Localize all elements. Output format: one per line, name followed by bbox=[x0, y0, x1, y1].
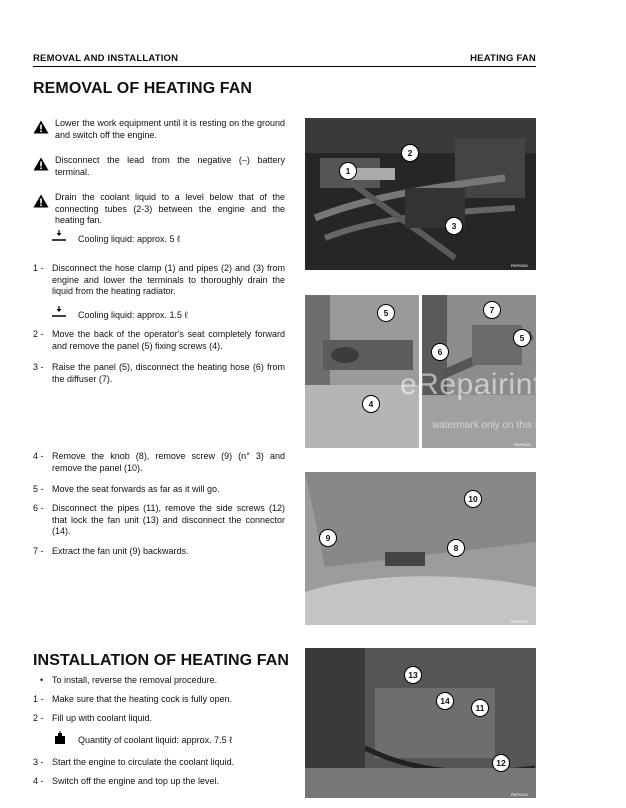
step-number: 7 - bbox=[33, 546, 44, 556]
install-step-4: Switch off the engine and top up the level. bbox=[52, 776, 219, 786]
callout: 4 bbox=[362, 395, 380, 413]
step-text-6: Disconnect the pipes (11), remove the side screws (12) that lock the fan unit (13) and disconnect the connector (14). bbox=[52, 503, 285, 537]
callout: 14 bbox=[436, 692, 454, 710]
step-text-2: Move the back of the operator's seat completely forward and remove the panel (5) fixing screws (4). bbox=[52, 329, 285, 351]
callout: 7 bbox=[483, 301, 501, 319]
callout: 11 bbox=[471, 699, 489, 717]
header-topic: HEATING FAN bbox=[470, 53, 536, 64]
step-number: 4 - bbox=[33, 776, 44, 786]
callout: 9 bbox=[319, 529, 337, 547]
step-text-7: Extract the fan unit (9) backwards. bbox=[52, 546, 189, 556]
step-number: 4 - bbox=[33, 451, 44, 461]
knob-panel-art bbox=[305, 472, 536, 625]
photo-code: RKP0021 bbox=[514, 442, 532, 447]
removal-title: REMOVAL OF HEATING FAN bbox=[33, 80, 253, 97]
warning-icon bbox=[33, 120, 49, 134]
page-header bbox=[33, 50, 536, 67]
step-number: 1 - bbox=[33, 694, 44, 704]
warning-text-2: Disconnect the lead from the negative (–) battery terminal. bbox=[55, 155, 285, 177]
cooling-liquid-1: Cooling liquid: approx. 5 ℓ bbox=[78, 234, 180, 244]
callout: 5 bbox=[377, 304, 395, 322]
photo-code: RKP0001 bbox=[511, 263, 529, 268]
warning-icon bbox=[33, 157, 49, 171]
callout: 2 bbox=[401, 144, 419, 162]
photo-code: RKP0041 bbox=[511, 792, 529, 797]
step-number: 3 - bbox=[33, 362, 44, 372]
watermark-sub: watermark only on this sample bbox=[432, 420, 568, 431]
photo-code: RKP0031 bbox=[511, 619, 529, 624]
callout: 12 bbox=[492, 754, 510, 772]
engine-photo-art bbox=[305, 118, 536, 270]
step-number: 5 - bbox=[33, 484, 44, 494]
fill-icon bbox=[52, 731, 68, 745]
step-number: 2 - bbox=[33, 713, 44, 723]
callout: 10 bbox=[464, 490, 482, 508]
install-step-3: Start the engine to circulate the coolant liquid. bbox=[52, 757, 235, 767]
callout: 3 bbox=[445, 217, 463, 235]
step-number: 1 - bbox=[33, 263, 44, 273]
callout: 1 bbox=[339, 162, 357, 180]
header-section: REMOVAL AND INSTALLATION bbox=[33, 53, 179, 64]
fan-unit-photo bbox=[305, 648, 536, 798]
callout: 5 bbox=[513, 329, 531, 347]
callout: 13 bbox=[404, 666, 422, 684]
engine-photo bbox=[305, 118, 536, 270]
knob-panel-photo bbox=[305, 472, 536, 625]
callout: 6 bbox=[431, 343, 449, 361]
step-number: 6 - bbox=[33, 503, 44, 513]
installation-title: INSTALLATION OF HEATING FAN bbox=[33, 652, 290, 669]
callout: 8 bbox=[447, 539, 465, 557]
step-text-1: Disconnect the hose clamp (1) and pipes (2) and (3) from engine and lower the terminals to thoroughly drain the liquid from the heating radiator. bbox=[52, 263, 285, 297]
step-number: 2 - bbox=[33, 329, 44, 339]
watermark: eRepairinfo.com bbox=[400, 368, 626, 401]
step-number: 3 - bbox=[33, 757, 44, 767]
drain-icon bbox=[52, 230, 66, 242]
install-step-1: Make sure that the heating cock is fully open. bbox=[52, 694, 233, 704]
bullet: • bbox=[40, 675, 44, 685]
step-text-4: Remove the knob (8), remove screw (9) (n° 3) and remove the panel (10). bbox=[52, 451, 285, 473]
install-step-2: Fill up with coolant liquid. bbox=[52, 713, 153, 723]
drain-icon bbox=[52, 306, 66, 318]
warning-text-1: Lower the work equipment until it is resting on the ground and switch off the engine. bbox=[55, 118, 285, 140]
warning-text-3: Drain the coolant liquid to a level below that of the connecting tubes (2-3) between the engine and the heating fan. bbox=[55, 192, 285, 226]
cooling-liquid-2: Cooling liquid: approx. 1.5 ℓ bbox=[78, 310, 188, 320]
step-text-3: Raise the panel (5), disconnect the heating hose (6) from the diffuser (7). bbox=[52, 362, 285, 384]
install-bullet-text: To install, reverse the removal procedure. bbox=[52, 675, 218, 685]
coolant-quantity: Quantity of coolant liquid: approx. 7.5 ℓ bbox=[78, 735, 233, 745]
step-text-5: Move the seat forwards as far as it will go. bbox=[52, 484, 220, 494]
warning-icon bbox=[33, 194, 49, 208]
